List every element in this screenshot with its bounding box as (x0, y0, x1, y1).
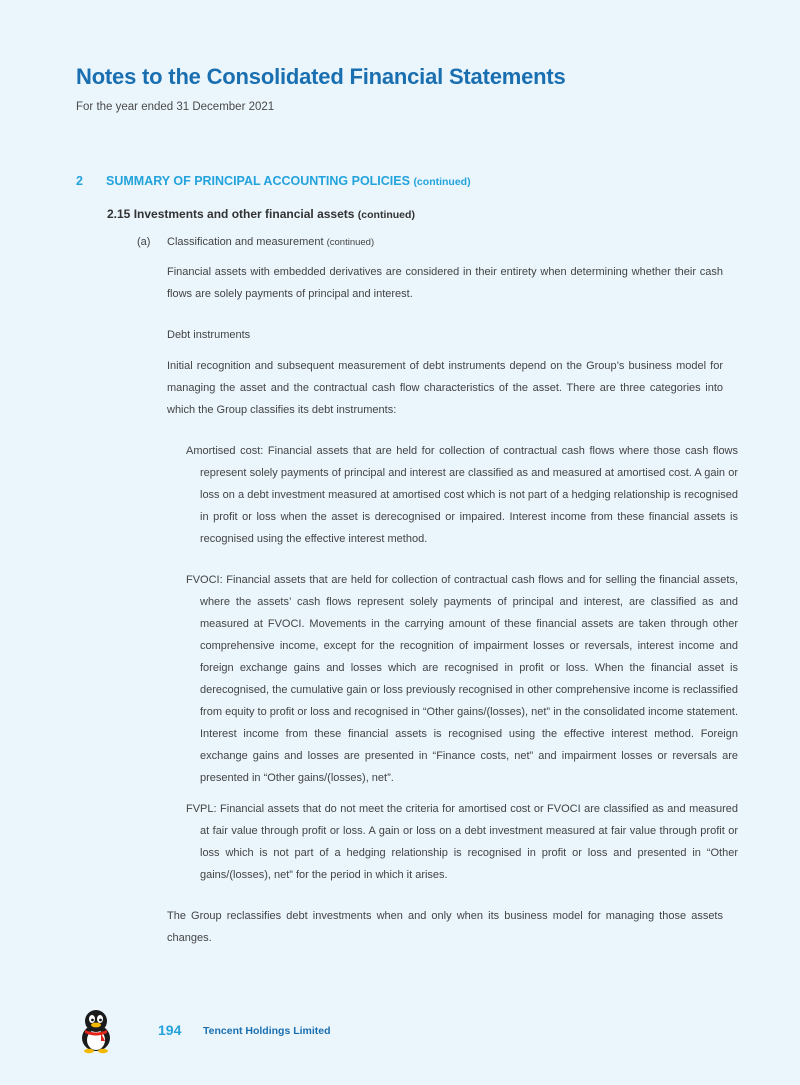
subsection-title: 2.15 Investments and other financial assets (107, 207, 355, 221)
section-number: 2 (76, 174, 83, 188)
category-fvoci: FVOCI: Financial assets that are held for collection of contractual cash flows and for selling the financial assets, where the assets’ cash flows represent solely payments of principal and interest, are classified as and measured at FVOCI. Movements in the carrying amount of these financial assets are taken through other comprehensive income, except for the recognition of impairment losses or reversals, interest income and foreign exchange gains and losses which are recognised in profit or loss. When the financial asset is derecognised, the cumulative gain or loss previously recognised in other comprehensive income is reclassified from equity to profit or loss and recognised in “Other gains/(losses), net” in the consolidated income statement. Interest income from these financial assets is recognised using the effective interest method. Foreign exchange gains and losses are presented in “Finance costs, net” and impairment losses or reversals are presented in “Other gains/(losses), net”. (186, 574, 738, 784)
item-heading (137, 236, 374, 248)
debt-instruments-heading: Debt instruments (167, 329, 251, 341)
item-index: (a) (137, 236, 151, 248)
subsection-continued: (continued) (357, 209, 415, 221)
paragraph-embedded-derivatives: Financial assets with embedded derivatives are considered in their entirety when determining whether their cash flows are solely payments of principal and interest. (167, 266, 723, 300)
category-amortised-cost: Amortised cost: Financial assets that are held for collection of contractual cash flows where those cash flows represent solely payments of principal and interest are classified as and measured at amortised cost. A gain or loss on a debt investment measured at amortised cost which is not part of a hedging relationship is recognised in profit or loss when the asset is derecognised or impaired. Interest income from these financial assets is recognised using the effective interest method. (186, 445, 738, 545)
paragraph-reclassification: The Group reclassifies debt investments when and only when its business model for managing those assets changes. (167, 910, 723, 944)
subsection-heading (107, 207, 415, 221)
item-continued: (continued) (326, 237, 375, 248)
section-continued: (continued) (413, 176, 471, 188)
paragraph-debt-intro: Initial recognition and subsequent measurement of debt instruments depend on the Group’s business model for managing the asset and the contractual cash flow characteristics of the asset. There are three categories into which the Group classifies its debt instruments: (167, 360, 723, 416)
page-number: 194 (158, 1022, 182, 1038)
page-title: Notes to the Consolidated Financial Statements (76, 64, 566, 89)
section-heading (76, 174, 471, 188)
company-name: Tencent Holdings Limited (203, 1025, 331, 1037)
penguin-icon (76, 1008, 116, 1054)
item-title: Classification and measurement (167, 236, 324, 248)
page-subtitle: For the year ended 31 December 2021 (76, 101, 275, 113)
category-fvpl: FVPL: Financial assets that do not meet the criteria for amortised cost or FVOCI are classified as and measured at fair value through profit or loss. A gain or loss on a debt investment measured at fair value through profit or loss which is not part of a hedging relationship is recognised in profit or loss and presented in “Other gains/(losses), net” for the period in which it arises. (186, 803, 738, 881)
section-title: SUMMARY OF PRINCIPAL ACCOUNTING POLICIES (106, 174, 410, 188)
page-footer (76, 1008, 476, 1058)
